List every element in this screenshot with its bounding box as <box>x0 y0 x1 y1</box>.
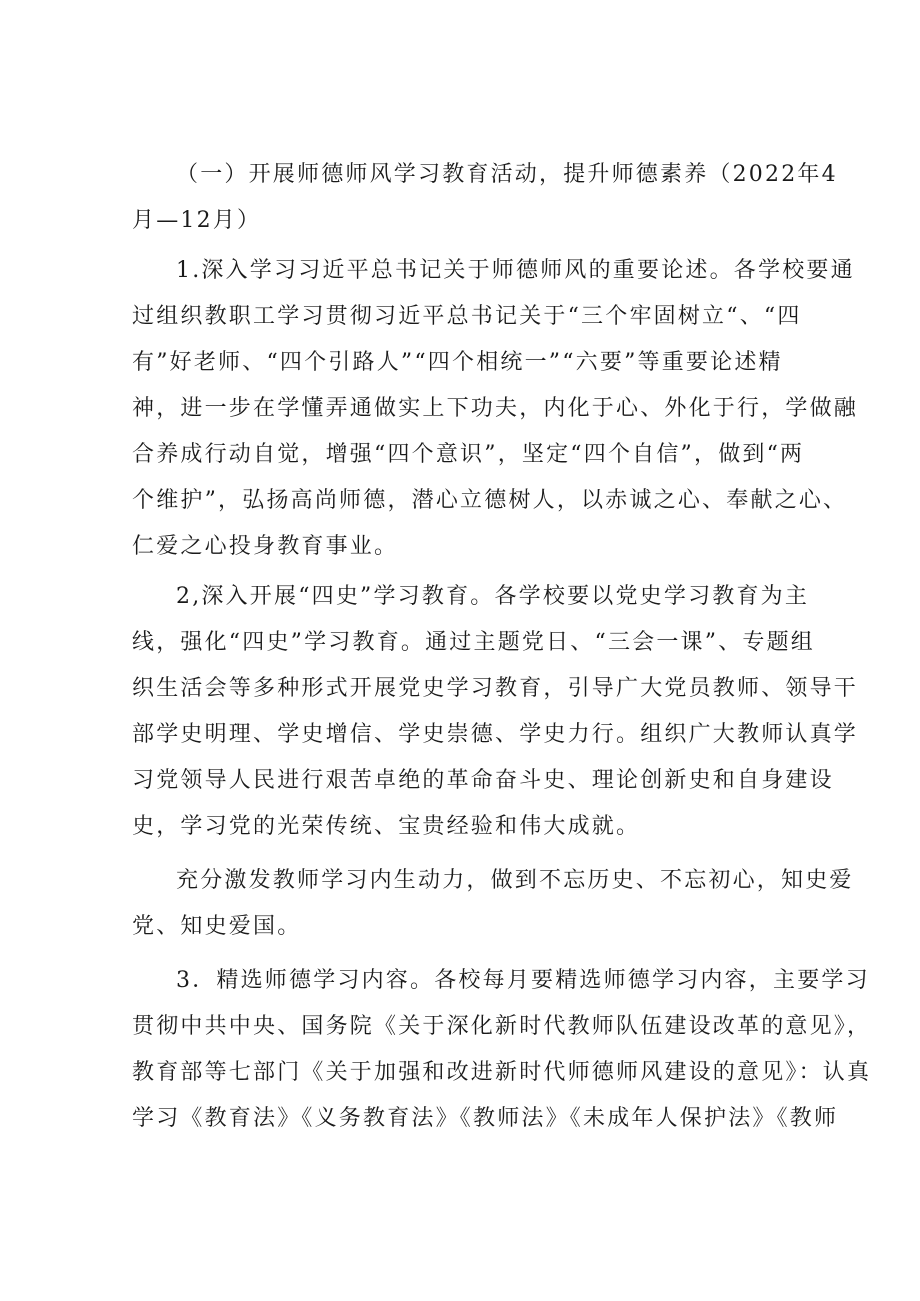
item1-line-6: 个维护”，弘扬高尚师德，潜心立德树人，以赤诚之心、奉献之心、 <box>132 488 848 513</box>
item2-extra-line-2: 党、知史爱国。 <box>132 914 302 939</box>
item1-line-5: 合养成行动自觉，增强“四个意识”，坚定“四个自信”，做到“两 <box>132 442 805 467</box>
section-heading-line-1: （一）开展师德师风学习教育活动，提升师德素养（2022年4 <box>176 162 838 187</box>
item2-line-3: 织生活会等多种形式开展党史学习教育，引导广大党员教师、领导干 <box>132 676 859 701</box>
item1-line-7: 仁爱之心投身教育事业。 <box>132 534 399 559</box>
item3-line-4: 学习《教育法》《义务教育法》《教师法》《未成年人保护法》《教师 <box>132 1106 839 1131</box>
item2-line-1: 2,深入开展“四史”学习教育。各学校要以党史学习教育为主 <box>176 584 810 609</box>
item3-line-3: 教育部等七部门《关于加强和改进新时代师德师风建设的意见》：认真 <box>132 1060 872 1085</box>
item1-line-2: 过组织教职工学习贯彻习近平总书记关于“三个牢固树立“、“四 <box>132 304 802 329</box>
item2-line-4: 部学史明理、学史增信、学史崇德、学史力行。组织广大教师认真学 <box>132 722 859 747</box>
item2-line-6: 史，学习党的光荣传统、宝贵经验和伟大成就。 <box>132 814 641 839</box>
item3-line-1: 3．精选师德学习内容。各校每月要精选师德学习内容，主要学习 <box>176 968 870 993</box>
item2-line-5: 习党领导人民进行艰苦卓绝的革命奋斗史、理论创新史和自身建设 <box>132 768 834 793</box>
section-heading-line-2: 月—12月） <box>132 208 262 233</box>
item2-extra-line-1: 充分激发教师学习内生动力，做到不忘历史、不忘初心，知史爱 <box>176 868 854 893</box>
item2-line-2: 线，强化“四史”学习教育。通过主题党日、“三会一课”、专题组 <box>132 630 815 655</box>
item1-line-3: 有”好老师、“四个引路人”“四个相统一”“六要”等重要论述精 <box>132 350 783 375</box>
item1-line-4: 神，进一步在学懂弄通做实上下功夫，内化于心、外化于行，学做融 <box>132 396 859 421</box>
item1-line-1: 1.深入学习习近平总书记关于师德师风的重要论述。各学校要通 <box>176 258 855 283</box>
item3-line-2: 贯彻中共中央、国务院《关于深化新时代教师队伍建设改革的意见》， <box>132 1014 872 1039</box>
